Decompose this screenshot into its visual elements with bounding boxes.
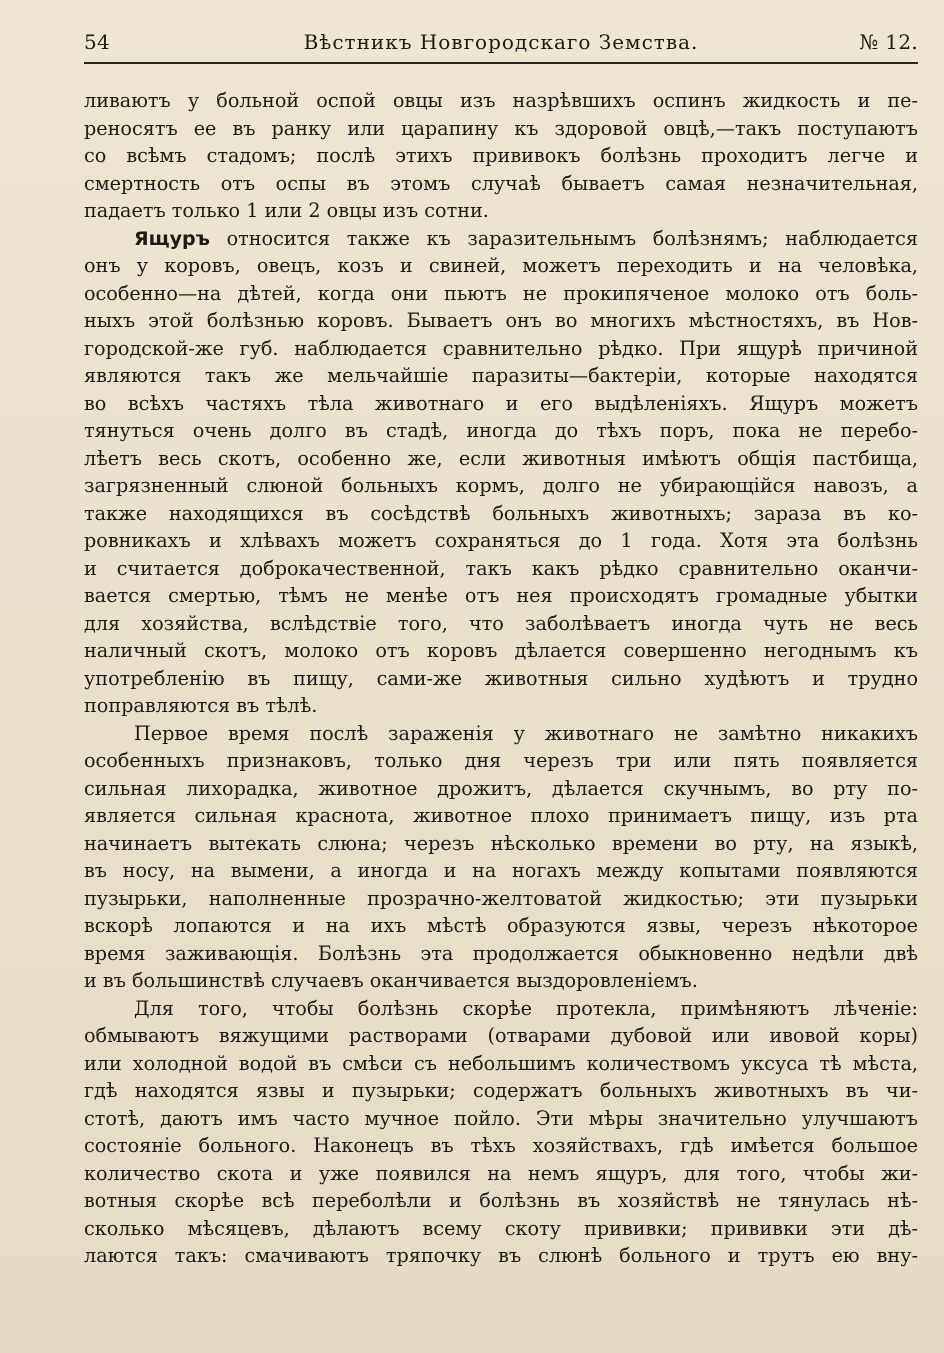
paragraph-foot-and-mouth xyxy=(84,225,918,720)
text-line: время заживающія. Болѣзнь эта продолжается обыкновенно недѣли двѣ xyxy=(84,941,918,965)
text-line: загрязненный слюной больныхъ кормъ, долго не убирающійся навозъ, а xyxy=(84,474,918,497)
text-line: лаются такъ: смачиваютъ тряпочку въ слюнѣ больного и трутъ ею вну- xyxy=(84,1244,918,1267)
paragraph-symptoms xyxy=(84,720,918,995)
text-line: особенно—на дѣтей, когда они пьютъ не прокипяченое молоко отъ боль- xyxy=(84,281,918,305)
text-line: вается смертью, тѣмъ не менѣе отъ нея происходятъ громадные убытки xyxy=(84,584,918,607)
text-line: смертность отъ оспы въ этомъ случаѣ бываетъ самая незначительная, xyxy=(84,171,918,195)
journal-title: Вѣстникъ Новгородскаго Земства. xyxy=(303,30,699,54)
text-line: гдѣ находятся язвы и пузырьки; содержатъ больныхъ животныхъ въ чи- xyxy=(84,1079,918,1102)
text-line: обмываютъ вяжущими растворами (отварами дубовой или ивовой коры) xyxy=(84,1024,918,1047)
text-line: сколько мѣсяцевъ, дѣлаютъ всему скоту прививки; прививки эти дѣ- xyxy=(84,1216,918,1240)
text-run: относится также къ заразительнымъ болѣзнямъ; наблюдается xyxy=(226,226,918,250)
text-line: лѣетъ весь скотъ, особенно же, если животныя имѣютъ общія пастбища, xyxy=(84,446,918,470)
paragraph-treatment xyxy=(84,995,918,1270)
text-line: падаетъ только 1 или 2 овцы изъ сотни. xyxy=(84,199,489,222)
text-line: или холодной водой въ смѣси съ небольшимъ количествомъ уксуса тѣ мѣста, xyxy=(84,1051,918,1075)
text-line: сильная лихорадка, животное дрожитъ, дѣлается скучнымъ, во рту по- xyxy=(84,776,918,800)
text-line: во всѣхъ частяхъ тѣла животнаго и его выдѣленіяхъ. Ящуръ можетъ xyxy=(84,391,918,415)
text-line: стотѣ, даютъ имъ часто мучное пойло. Эти мѣры значительно улучшаютъ xyxy=(84,1106,918,1130)
page-number: 54 xyxy=(84,30,111,54)
text-line: вскорѣ лопаются и на ихъ мѣстѣ образуются язвы, черезъ нѣкоторое xyxy=(84,914,918,937)
text-line: количество скота и уже появился на немъ ящуръ, для того, чтобы жи- xyxy=(84,1161,918,1185)
text-line: наличный скотъ, молоко отъ коровъ дѣлается совершенно негоднымъ къ xyxy=(84,639,918,662)
text-line: для хозяйства, вслѣдствіе того, что заболѣваетъ иногда чуть не весь xyxy=(84,611,918,635)
text-line: ливаютъ у больной оспой овцы изъ назрѣвшихъ оспинъ жидкость и пе- xyxy=(84,89,918,112)
text-line: поправляются въ тѣлѣ. xyxy=(84,694,318,717)
text-line: и въ большинствѣ случаевъ оканчивается выздоровленіемъ. xyxy=(84,969,698,992)
text-line: и считается доброкачественной, такъ какъ рѣдко сравнительно оканчи- xyxy=(84,556,918,580)
text-line: пузырьки, наполненные прозрачно-желтоватой жидкостью; эти пузырьки xyxy=(84,886,918,910)
text-line: тянуться очень долго въ стадѣ, иногда до тѣхъ поръ, пока не перебо- xyxy=(84,419,918,442)
text-line: состояніе больного. Наконецъ въ тѣхъ хозяйствахъ, гдѣ имѣется большое xyxy=(84,1134,918,1157)
text-line: особенныхъ признаковъ, только дня черезъ три или пять появляется xyxy=(84,749,918,772)
body-text xyxy=(84,87,918,1270)
text-line: со всѣмъ стадомъ; послѣ этихъ прививокъ болѣзнь проходитъ легче и xyxy=(84,144,918,167)
issue-number: № 12. xyxy=(859,30,918,54)
running-header xyxy=(84,26,918,58)
text-line: употребленію въ пищу, сами-же животныя сильно худѣютъ и трудно xyxy=(84,666,918,690)
text-line: городской-же губ. наблюдается сравнительно рѣдко. При ящурѣ причиной xyxy=(84,336,918,360)
text-line: ровникахъ и хлѣвахъ можетъ сохраняться до 1 года. Хотя эта болѣзнь xyxy=(84,529,918,552)
text-line: начинаетъ вытекать слюна; черезъ нѣсколько времени во рту, на языкѣ, xyxy=(84,831,918,855)
paragraph-sheep-pox-continuation xyxy=(84,87,918,225)
header-rule xyxy=(84,62,918,64)
text-line: является сильная краснота, животное плохо принимаетъ пищу, изъ рта xyxy=(84,804,918,827)
text-line xyxy=(84,225,918,253)
text-line: также находящихся въ сосѣдствѣ больныхъ животныхъ; зараза въ ко- xyxy=(84,501,918,525)
term-heading: Ящуръ xyxy=(134,227,210,250)
text-line: Для того, чтобы болѣзнь скорѣе протекла, примѣняютъ лѣченіе: xyxy=(134,996,918,1020)
text-line: онъ у коровъ, овецъ, козъ и свиней, можетъ переходить и на человѣка, xyxy=(84,254,918,277)
text-line: являются такъ же мельчайшіе паразиты—бактеріи, которые находятся xyxy=(84,364,918,387)
text-line: въ носу, на вымени, а иногда и на ногахъ между копытами появляются xyxy=(84,859,918,882)
text-line: Первое время послѣ зараженія у животнаго не замѣтно никакихъ xyxy=(134,721,918,745)
text-line: вотныя скорѣе всѣ переболѣли и болѣзнь въ хозяйствѣ не тянулась нѣ- xyxy=(84,1189,918,1212)
text-line: реносятъ ее въ ранку или царапину къ здоровой овцѣ,—такъ поступаютъ xyxy=(84,116,918,140)
text-line: ныхъ этой болѣзнью коровъ. Бываетъ онъ во многихъ мѣстностяхъ, въ Нов- xyxy=(84,309,918,332)
